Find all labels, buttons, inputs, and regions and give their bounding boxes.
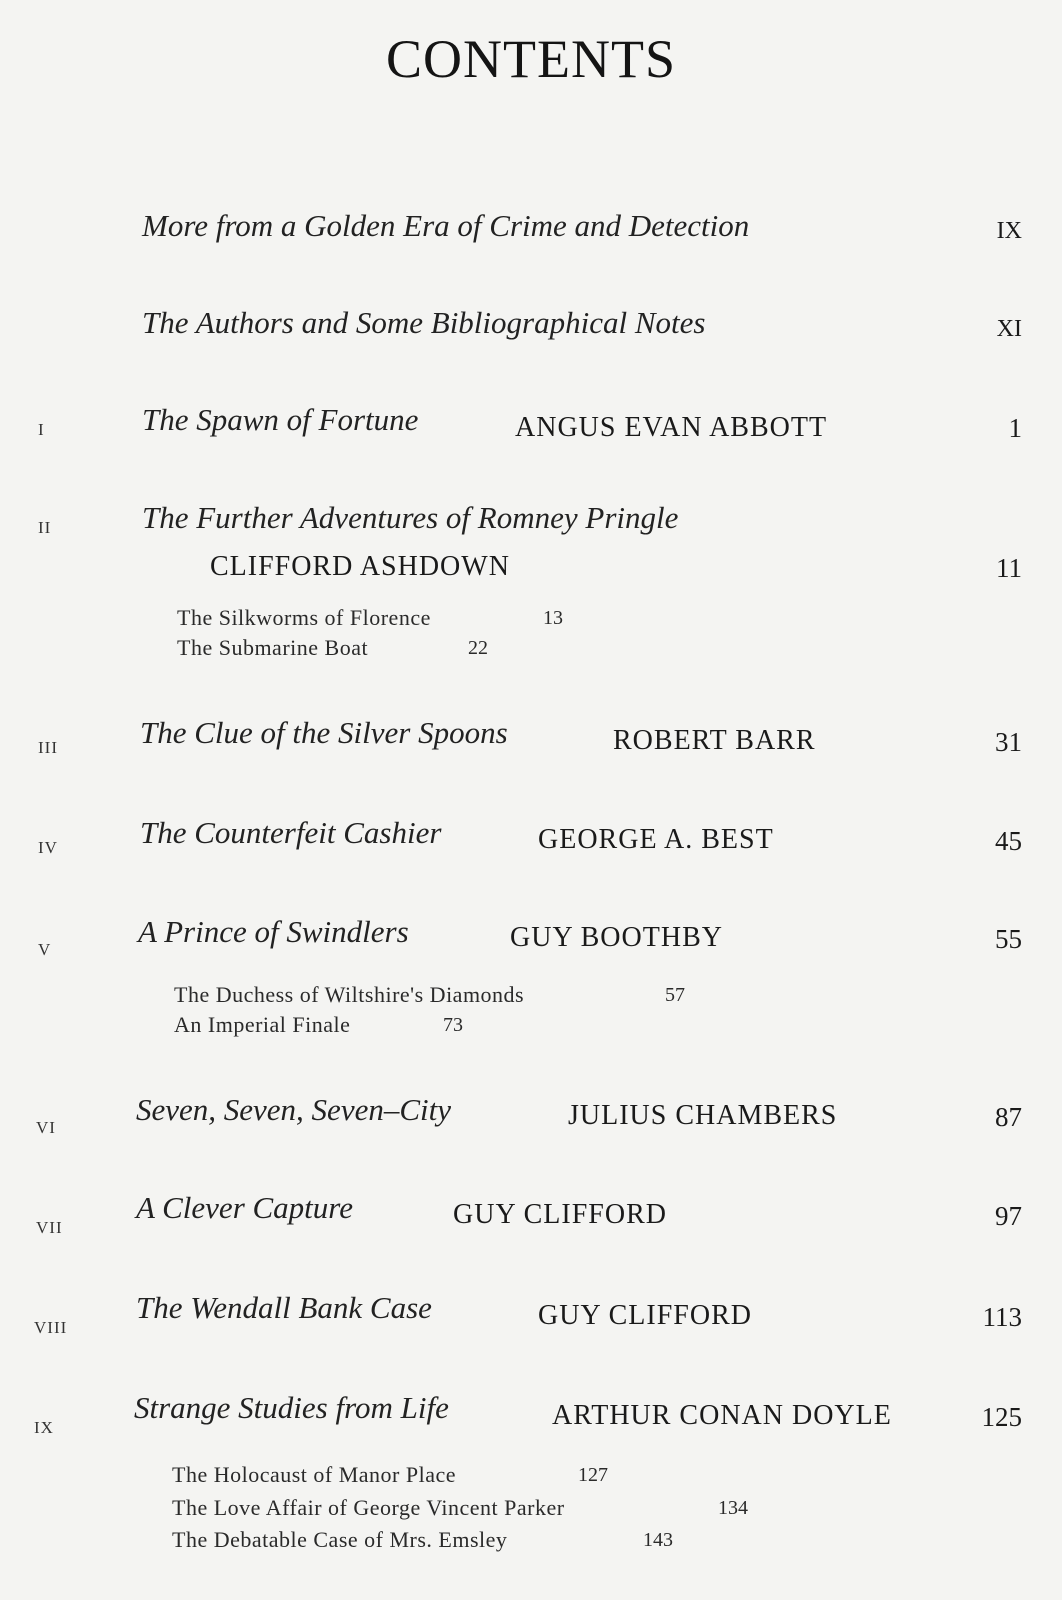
story-title: A Clever Capture [136,1190,353,1225]
page-number: 125 [981,1402,1022,1432]
sub-story-title: An Imperial Finale [174,1012,351,1037]
author-name: JULIUS CHAMBERS [568,1100,838,1131]
sub-story-title: The Silkworms of Florence [177,605,431,630]
page-number: 55 [995,924,1022,954]
chapter-number: VII [36,1218,63,1237]
sub-story-title: The Love Affair of George Vincent Parker [172,1495,565,1520]
chapter-number: III [38,738,58,757]
page-number: 97 [995,1201,1022,1231]
story-title: The Counterfeit Cashier [140,815,442,850]
page-title: CONTENTS [386,29,676,89]
author-name: GUY CLIFFORD [453,1199,667,1230]
chapter-number: VI [36,1118,56,1137]
sub-story-page: 143 [643,1529,673,1551]
author-name: ROBERT BARR [613,725,816,756]
front-page-2: XI [996,316,1022,342]
page-number: 87 [995,1102,1022,1132]
story-title: The Spawn of Fortune [142,402,419,437]
author-name: GUY CLIFFORD [538,1300,752,1331]
sub-story-page: 134 [718,1497,748,1519]
author-name: CLIFFORD ASHDOWN [210,551,510,582]
author-name: GUY BOOTHBY [510,922,723,953]
sub-story-title: The Submarine Boat [177,635,369,660]
author-name: GEORGE A. BEST [538,824,774,855]
chapter-number: V [38,940,52,959]
front-page-1: IX [996,218,1022,244]
chapter-number: IV [38,838,58,857]
sub-story-page: 73 [443,1014,463,1036]
front-title-1: More from a Golden Era of Crime and Detection [142,208,750,243]
story-title: Seven, Seven, Seven–City [136,1092,451,1127]
page-number: 31 [995,727,1022,757]
front-title-2: The Authors and Some Bibliographical Notes [142,305,706,340]
chapter-number: I [38,420,45,439]
story-title: A Prince of Swindlers [138,914,409,949]
chapter-number: II [38,518,52,537]
page-number: 1 [1008,413,1022,443]
sub-story-page: 127 [578,1464,608,1486]
story-title: Strange Studies from Life [134,1390,449,1425]
story-title: The Further Adventures of Romney Pringle [142,500,679,535]
sub-story-title: The Debatable Case of Mrs. Emsley [172,1527,508,1552]
sub-story-page: 57 [665,984,685,1006]
sub-story-title: The Duchess of Wiltshire's Diamonds [174,982,525,1007]
chapter-number: IX [34,1418,54,1437]
chapter-number: VIII [34,1318,68,1337]
page-number: 113 [982,1302,1022,1332]
story-title: The Wendall Bank Case [136,1290,432,1325]
page-number: 45 [995,826,1022,856]
sub-story-page: 13 [543,607,563,629]
author-name: ARTHUR CONAN DOYLE [552,1400,892,1431]
author-name: ANGUS EVAN ABBOTT [515,412,828,443]
sub-story-page: 22 [468,637,488,659]
sub-story-title: The Holocaust of Manor Place [172,1462,457,1487]
story-title: The Clue of the Silver Spoons [140,715,508,750]
page-number: 11 [996,553,1022,583]
